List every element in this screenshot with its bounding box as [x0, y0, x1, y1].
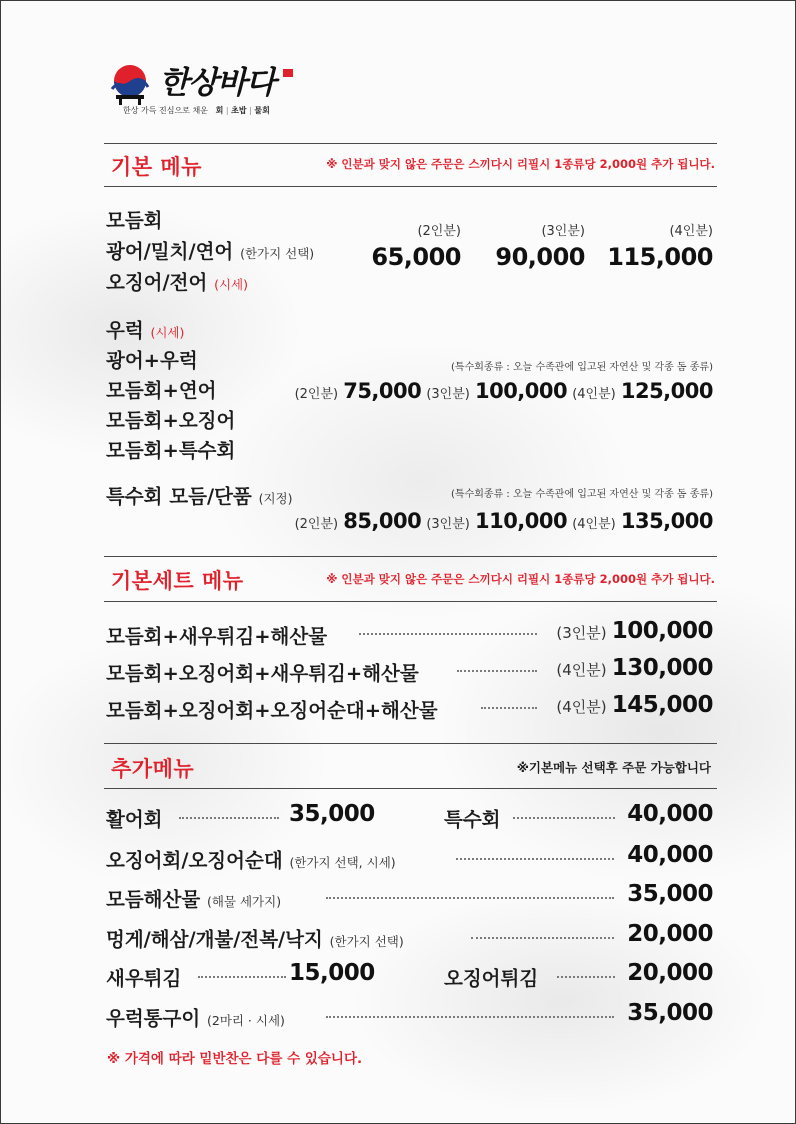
set-item-name: 모듬회+오징어회+새우튀김+해산물 [106, 662, 419, 685]
extra-item-name: 새우튀김 [106, 967, 182, 990]
brand-tag: 회 [215, 106, 224, 115]
divider [104, 186, 717, 187]
price-row [295, 509, 713, 533]
price: 90,000 [495, 243, 585, 271]
leader-dots [359, 633, 537, 635]
extra-item-ojingeohoe-sundae [106, 845, 396, 873]
footer-note: ※ 가격에 따라 밑반찬은 다를 수 있습니다. [107, 1051, 363, 1067]
price: 130,000 [611, 655, 713, 681]
item-name: 멍게/해삼/개불/전복/낙지 [106, 928, 323, 951]
set-item-price [556, 655, 713, 681]
portion-label: (4인분) [556, 698, 607, 716]
item-name: 오징어회/오징어순대 [106, 849, 283, 872]
leader-dots [198, 976, 286, 978]
species-note: (특수회종류 : 오늘 수족관에 입고된 자연산 및 각종 돔 종류) [451, 489, 713, 500]
menu-item-ojingeo-jeoneo [106, 267, 248, 295]
item-name: 광어/밀치/연어 [106, 240, 234, 263]
item-name: 특수회 모듬/단품 [106, 485, 252, 508]
item-name: 우럭 [106, 319, 144, 342]
menu-item-ureok [106, 315, 184, 343]
extra-item-seafood-choice [106, 924, 404, 952]
item-note: (한가지 선택, 시세) [289, 855, 396, 870]
divider [104, 556, 717, 557]
item-note: (2마리 · 시세) [206, 1013, 285, 1028]
price: 20,000 [627, 960, 713, 986]
extra-item-name: 특수회 [444, 808, 501, 831]
menu-item-modeumhoe-ojingeo: 모듬회+오징어 [106, 409, 236, 432]
leader-dots [326, 1016, 614, 1018]
item-note: (시세) [214, 277, 249, 292]
portion-label: (3인분) [556, 624, 607, 642]
portion-label: (3인분) [426, 517, 470, 532]
leader-dots [557, 976, 615, 978]
extra-notice: ※기본메뉴 선택후 주문 가능합니다 [516, 760, 711, 775]
portion-label: (2인분) [294, 387, 339, 402]
price: 100,000 [611, 618, 713, 644]
leader-dots [513, 817, 615, 819]
extra-item-ureok-tonggui [106, 1003, 285, 1031]
brand-tagline-row: 한상 가득 진심으로 채운 회 | 초밥 | 물회 [123, 106, 270, 115]
menu-item-modeumhoe-teuksuhoe: 모듬회+특수회 [106, 439, 236, 462]
price: 20,000 [627, 921, 713, 947]
price: 110,000 [474, 509, 568, 533]
portion-header: (4인분) [669, 224, 713, 239]
price: 85,000 [343, 509, 422, 533]
price: 115,000 [607, 243, 713, 271]
leader-dots [179, 817, 279, 819]
leader-dots [481, 707, 537, 709]
leader-dots [326, 897, 614, 899]
price: 35,000 [627, 1000, 713, 1026]
extra-item-name: 활어회 [106, 808, 163, 831]
price: 35,000 [627, 881, 713, 907]
price: 40,000 [627, 801, 713, 827]
price: 100,000 [474, 379, 568, 403]
brand-tagline: 한상 가득 진심으로 채운 [123, 106, 208, 115]
price: 75,000 [343, 379, 422, 403]
price: 35,000 [289, 801, 375, 827]
price-row [295, 379, 713, 403]
brand-tag: 물회 [254, 106, 270, 115]
leader-dots [456, 858, 614, 860]
brand-seal [283, 69, 293, 77]
price: 15,000 [289, 960, 375, 986]
portion-header: (2인분) [417, 224, 461, 239]
portion-label: (4인분) [572, 517, 616, 532]
set-item-name: 모듬회+오징어회+오징어순대+해산물 [106, 699, 438, 722]
extra-item-modeum-haesanmul [106, 884, 281, 912]
item-note: (해물 세가지) [206, 894, 282, 909]
price: 135,000 [620, 509, 713, 533]
item-note: (시세) [150, 325, 185, 340]
set-notice: ※ 인분과 맞지 않은 주문은 스끼다시 리필시 1종류당 2,000원 추가 됩니다. [326, 572, 715, 586]
extra-item-name: 오징어튀김 [444, 967, 539, 990]
species-note: (특수회종류 : 오늘 수족관에 입고된 자연산 및 각종 돔 종류) [451, 362, 713, 373]
basic-notice: ※ 인분과 맞지 않은 주문은 스끼다시 리필시 1종류당 2,000원 추가 됩니다. [326, 157, 715, 171]
price: 40,000 [627, 842, 713, 868]
item-name: 오징어/전어 [106, 271, 208, 294]
divider [104, 788, 717, 789]
item-note: (한가지 선택) [329, 934, 404, 949]
portion-label: (4인분) [556, 661, 607, 679]
brand-tag: 초밥 [231, 106, 247, 115]
price: 145,000 [611, 692, 713, 718]
divider [104, 743, 717, 744]
item-note: (지정) [258, 491, 293, 506]
portion-label: (2인분) [294, 517, 339, 532]
price: 65,000 [371, 243, 461, 271]
menu-item-modeumhoe: 모듬회 [106, 209, 163, 232]
portion-label: (3인분) [426, 387, 470, 402]
divider [104, 601, 717, 602]
section-title-set: 기본세트 메뉴 [111, 569, 244, 593]
item-note: (한가지 선택) [240, 246, 315, 261]
item-name: 모듬해산물 [106, 888, 201, 911]
set-item-name: 모듬회+새우튀김+해산물 [106, 625, 328, 648]
portion-header: (3인분) [541, 224, 585, 239]
menu-item-teuksuhoe-modeum [106, 481, 292, 509]
leader-dots [471, 937, 614, 939]
set-item-price [556, 618, 713, 644]
section-title-basic: 기본 메뉴 [111, 155, 202, 179]
brand-emblem-icon [106, 59, 154, 107]
set-item-price [556, 692, 713, 718]
menu-item-gwangeo-ureok: 광어+우럭 [106, 349, 198, 372]
section-title-extra: 추가메뉴 [111, 757, 195, 781]
price: 125,000 [620, 379, 713, 403]
divider [104, 143, 717, 144]
leader-dots [457, 670, 537, 672]
item-name: 우럭통구이 [106, 1007, 201, 1030]
menu-item-gwangeo-milchi-yeoneo [106, 236, 314, 264]
brand-logo-text: 한상바다 [159, 65, 275, 101]
menu-item-modeumhoe-yeoneo: 모듬회+연어 [106, 379, 217, 402]
portion-label: (4인분) [572, 387, 616, 402]
